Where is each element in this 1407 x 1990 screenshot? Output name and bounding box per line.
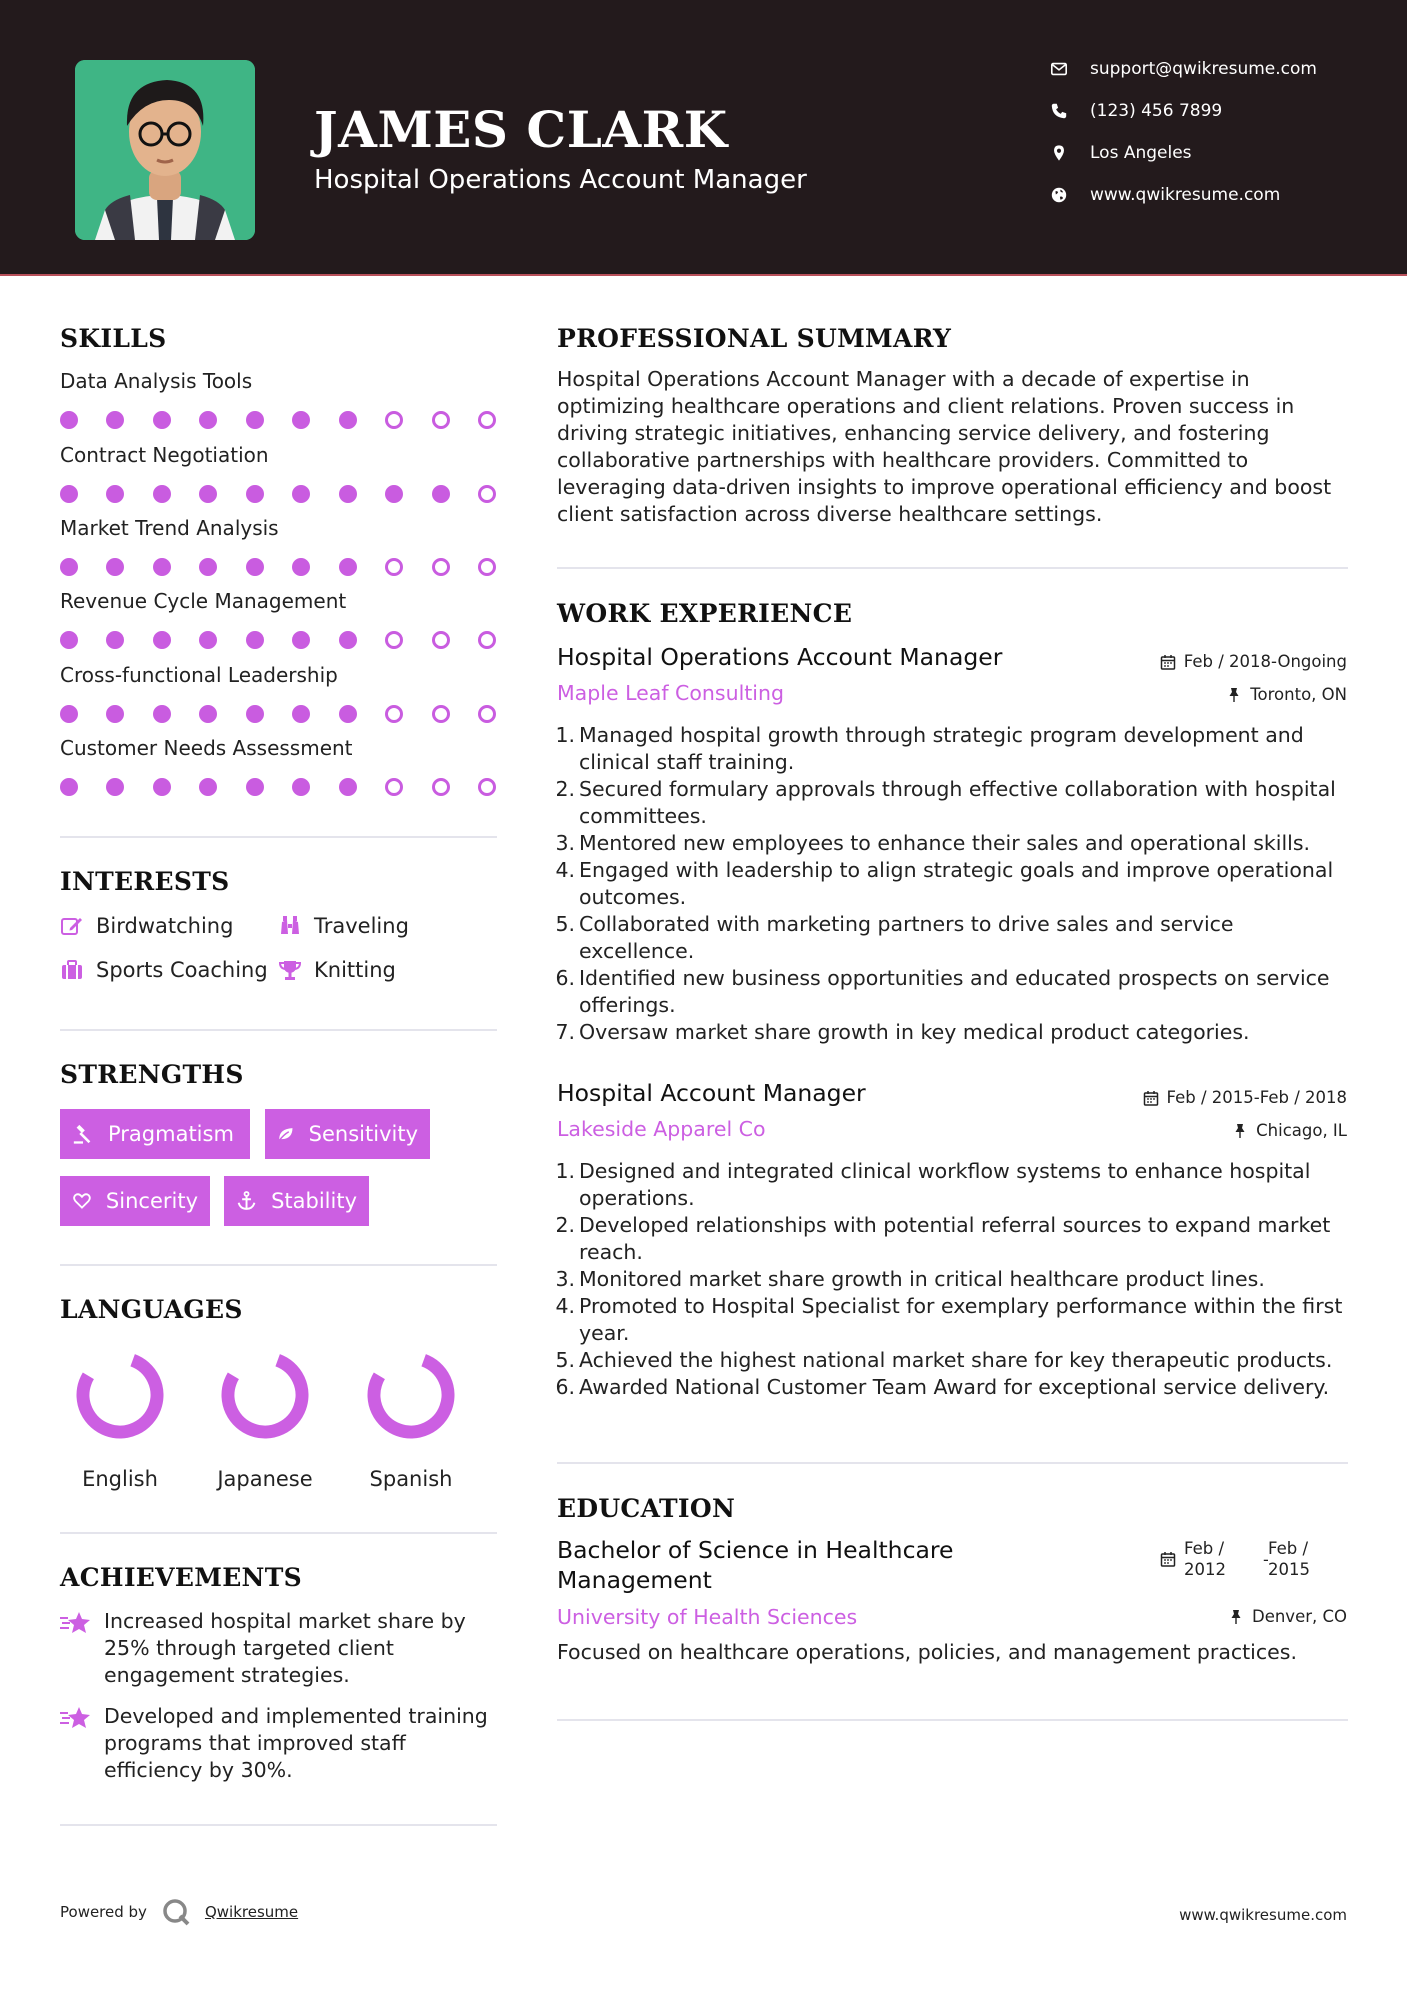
envelope-icon [1050,60,1090,78]
achievement-text: Developed and implemented training programs that improved staff efficiency by 30%. [104,1704,488,1782]
skill-dot-filled [385,485,403,503]
skill-dot-empty [432,705,450,723]
skill-dot-filled [339,705,357,723]
calendar-icon [1143,1090,1159,1106]
section-divider [60,1824,497,1826]
pencil-square-icon [60,914,96,938]
skill-item [60,661,500,723]
skill-dot-filled [153,485,171,503]
gavel-icon [72,1123,94,1145]
powered-by-text: Powered by [60,1903,147,1921]
contact-location [1050,139,1390,167]
pushpin-icon [1228,1609,1244,1625]
profile-photo [75,60,255,240]
skill-rating [60,485,496,503]
globe-icon [1050,186,1090,204]
skill-dot-filled [339,558,357,576]
strength-label: Sincerity [105,1189,198,1213]
skill-name: Revenue Cycle Management [60,589,347,613]
skill-dot-filled [60,411,78,429]
skill-dot-empty [478,558,496,576]
location-pin-icon [1050,144,1090,162]
section-divider [60,1532,497,1534]
language-name: English [82,1467,158,1491]
education-title: EDUCATION [557,1494,736,1523]
skill-dot-filled [106,558,124,576]
job-dates [1160,652,1347,671]
calendar-icon [1160,1551,1176,1571]
calendar-icon [1160,654,1176,670]
section-divider [557,567,1348,569]
section-divider [60,836,497,838]
qwikresume-logo-icon [161,1897,191,1927]
skill-name: Customer Needs Assessment [60,736,353,760]
skill-dot-empty [478,705,496,723]
skill-rating [60,778,496,796]
contact-location-text: Los Angeles [1090,143,1192,163]
skill-item [60,734,500,796]
education-location-text: Denver, CO [1251,1607,1347,1626]
skill-dot-filled [60,705,78,723]
language-name: Japanese [217,1467,313,1491]
skill-dot-empty [478,485,496,503]
job-bullet [554,776,1354,830]
skill-dot-empty [385,558,403,576]
shooting-star-icon [60,1608,104,1689]
job-location [1232,1121,1347,1140]
skill-item [60,441,500,503]
interest-label: Traveling [314,914,409,938]
bullet-text: Managed hospital growth through strategic program development and clinical staff training. [579,723,1304,774]
skill-name: Market Trend Analysis [60,516,279,540]
language-level-ring [70,1345,170,1445]
achievement-text: Increased hospital market share by 25% through targeted client engagement strategies. [104,1609,466,1687]
skill-dot-filled [292,411,310,429]
bullet-number: 6. [555,966,575,990]
contact-email-text: support@qwikresume.com [1090,59,1317,79]
skill-name: Cross-functional Leadership [60,663,338,687]
education-end-month: Feb / [1268,1539,1309,1558]
contact-phone[interactable] [1050,97,1390,125]
skill-dot-empty [432,778,450,796]
strength-label: Sensitivity [308,1122,418,1146]
section-divider [557,1462,1348,1464]
job-dates-text: Feb / 2018-Ongoing [1183,652,1347,671]
skill-dot-filled [153,558,171,576]
bullet-text: Achieved the highest national market share for key therapeutic products. [579,1348,1333,1372]
brand-link[interactable]: Qwikresume [204,1903,299,1921]
strength-label: Pragmatism [108,1122,234,1146]
interest-label: Knitting [314,958,396,982]
bullet-number: 4. [555,858,575,882]
binoculars-icon [278,914,314,938]
bullet-text: Oversaw market share growth in key medical product categories. [579,1020,1250,1044]
bullet-number: 3. [555,1267,575,1291]
skill-dot-filled [246,558,264,576]
skill-rating [60,705,496,723]
strength-tag [60,1109,250,1159]
candidate-name: JAMES CLARK [314,100,728,159]
language-level-ring [361,1345,461,1445]
language-name: Spanish [369,1467,453,1491]
anchor-icon [236,1190,257,1212]
bullet-text: Monitored market share growth in critical healthcare product lines. [579,1267,1265,1291]
skills-title: SKILLS [60,324,167,353]
skill-item [60,367,500,429]
skill-item [60,587,500,649]
bullet-number: 7. [555,1020,575,1044]
skill-dot-empty [385,411,403,429]
skill-dot-empty [478,411,496,429]
interest-label: Birdwatching [96,914,234,938]
bullet-text: Identified new business opportunities and educated prospects on service offerings. [579,966,1330,1017]
skill-dot-filled [292,631,310,649]
trophy-icon [278,958,314,982]
bullet-text: Engaged with leadership to align strategic goals and improve operational outcomes. [579,858,1334,909]
skill-dot-filled [199,705,217,723]
candidate-role: Hospital Operations Account Manager [314,165,807,195]
skill-dot-filled [199,631,217,649]
bullet-number: 1. [555,723,575,747]
job-bullet [554,857,1354,911]
education-description: Focused on healthcare operations, policies, and management practices. [557,1640,1297,1664]
experience-title: WORK EXPERIENCE [557,599,853,628]
job-dates-text: Feb / 2015-Feb / 2018 [1166,1088,1347,1107]
skill-dot-filled [246,705,264,723]
bullet-text: Mentored new employees to enhance their sales and operational skills. [579,831,1311,855]
job-bullet [554,722,1354,776]
company-name: Maple Leaf Consulting [557,681,785,705]
skill-dot-filled [199,485,217,503]
skill-dot-empty [478,631,496,649]
skill-dot-filled [199,778,217,796]
degree-line-1: Bachelor of Science in Healthcare [557,1536,954,1564]
skill-rating [60,558,496,576]
skill-dot-filled [339,485,357,503]
skill-dot-empty [432,411,450,429]
skill-name: Data Analysis Tools [60,369,253,393]
skill-name: Contract Negotiation [60,443,269,467]
job-bullet [554,1212,1354,1266]
skill-dot-filled [246,411,264,429]
skill-dot-filled [292,778,310,796]
language-item [338,1345,484,1491]
skill-dot-filled [106,705,124,723]
skill-dot-filled [106,778,124,796]
skill-dot-filled [339,778,357,796]
language-level-ring [215,1345,315,1445]
skill-dot-empty [385,778,403,796]
bullet-number: 5. [555,1348,575,1372]
job-bullets [554,1158,1354,1401]
skill-dot-empty [478,778,496,796]
job-title: Hospital Operations Account Manager [557,643,1003,671]
contact-email[interactable] [1050,55,1390,83]
bullet-text: Designed and integrated clinical workflow systems to enhance hospital operations. [579,1159,1311,1210]
achievements-title: ACHIEVEMENTS [60,1563,302,1592]
job-dates [1143,1088,1347,1107]
language-item [47,1345,193,1491]
bullet-number: 3. [555,831,575,855]
skill-dot-empty [432,631,450,649]
school-name: University of Health Sciences [557,1605,858,1629]
skill-dot-filled [199,558,217,576]
bullet-number: 6. [555,1375,575,1399]
bullet-text: Collaborated with marketing partners to drive sales and service excellence. [579,912,1234,963]
skill-dot-filled [246,778,264,796]
education-end-date [1268,1538,1310,1580]
job-bullet [554,965,1354,1019]
skill-rating [60,411,496,429]
skill-dot-filled [292,558,310,576]
skill-dot-filled [153,631,171,649]
job-bullet [554,1347,1354,1374]
bullet-text: Awarded National Customer Team Award for exceptional service delivery. [579,1375,1330,1399]
job-bullet [554,830,1354,857]
section-divider [557,1719,1348,1721]
skill-dot-filled [246,485,264,503]
skill-dot-filled [199,411,217,429]
language-item [192,1345,338,1491]
summary-text: Hospital Operations Account Manager with a decade of expertise in optimizing healthcare operations and client relations. Proven success in driving strategic initiatives, enhancing service delivery, and fostering collaborative partnerships with healthcare providers. Committed to leveraging data-driven insights to improve operational efficiency and boost client satisfaction across diverse healthcare settings. [557,367,1332,526]
contact-phone-text: (123) 456 7899 [1090,101,1223,121]
skill-dot-filled [292,485,310,503]
languages-title: LANGUAGES [60,1295,243,1324]
bullet-text: Secured formulary approvals through effective collaboration with hospital committees. [579,777,1336,828]
interest-item [278,911,409,941]
achievement-item [60,1703,500,1784]
job-bullet [554,911,1354,965]
skill-dot-filled [339,411,357,429]
company-name: Lakeside Apparel Co [557,1117,766,1141]
strengths-title: STRENGTHS [60,1060,244,1089]
skill-dot-filled [153,705,171,723]
skill-dot-filled [106,631,124,649]
achievement-item [60,1608,500,1689]
strength-tag [224,1176,369,1226]
skill-dot-filled [153,411,171,429]
interest-item [60,911,233,941]
education-end-year: 2015 [1268,1560,1310,1579]
interest-label: Sports Coaching [96,958,268,982]
job-bullets [554,722,1354,1046]
job-bullet [554,1374,1354,1401]
bullet-number: 4. [555,1294,575,1318]
skill-dot-filled [60,558,78,576]
shooting-star-icon [60,1703,104,1784]
bullet-text: Developed relationships with potential referral sources to expand market reach. [579,1213,1331,1264]
skill-rating [60,631,496,649]
education-location [1228,1607,1347,1626]
bullet-number: 2. [555,1213,575,1237]
job-bullet [554,1158,1354,1212]
interests-title: INTERESTS [60,867,230,896]
skill-dot-filled [60,631,78,649]
job-location [1226,685,1347,704]
bullet-number: 5. [555,912,575,936]
skill-dot-filled [106,485,124,503]
contact-website-text: www.qwikresume.com [1090,185,1281,205]
skill-dot-filled [292,705,310,723]
job-bullet [554,1019,1354,1046]
suitcase-icon [60,958,96,982]
skill-dot-filled [246,631,264,649]
education-start-date [1184,1538,1226,1580]
pushpin-icon [1226,687,1242,703]
skill-dot-empty [432,558,450,576]
job-location-text: Chicago, IL [1256,1121,1347,1140]
heart-icon [72,1190,92,1212]
bullet-number: 2. [555,777,575,801]
skill-dot-filled [60,778,78,796]
education-start-month: Feb / [1184,1539,1225,1558]
skill-dot-empty [385,631,403,649]
skill-dot-filled [106,411,124,429]
bullet-text: Promoted to Hospital Specialist for exemplary performance within the first year. [579,1294,1343,1345]
leaf-icon [277,1123,295,1145]
strength-tag [60,1176,210,1226]
interest-item [278,955,396,985]
powered-by [60,1897,298,1927]
job-location-text: Toronto, ON [1250,685,1347,704]
resume-header [0,0,1407,276]
job-title: Hospital Account Manager [557,1079,866,1107]
education-date-separator: - [1263,1550,1269,1569]
job-bullet [554,1293,1354,1347]
education-start-year: 2012 [1184,1560,1226,1579]
section-divider [60,1264,497,1266]
skill-dot-filled [153,778,171,796]
contact-website[interactable] [1050,181,1390,209]
degree-line-2: Management [557,1566,712,1594]
job-bullet [554,1266,1354,1293]
interest-item [60,955,268,985]
pushpin-icon [1232,1123,1248,1139]
skill-dot-filled [60,485,78,503]
skill-dot-empty [385,705,403,723]
footer-url[interactable]: www.qwikresume.com [1179,1906,1347,1924]
skill-dot-filled [432,485,450,503]
strength-tag [265,1109,430,1159]
section-divider [60,1029,497,1031]
skill-item [60,514,500,576]
strength-label: Stability [271,1189,357,1213]
bullet-number: 1. [555,1159,575,1183]
summary-title: PROFESSIONAL SUMMARY [557,324,952,353]
phone-icon [1050,102,1090,120]
skill-dot-filled [339,631,357,649]
